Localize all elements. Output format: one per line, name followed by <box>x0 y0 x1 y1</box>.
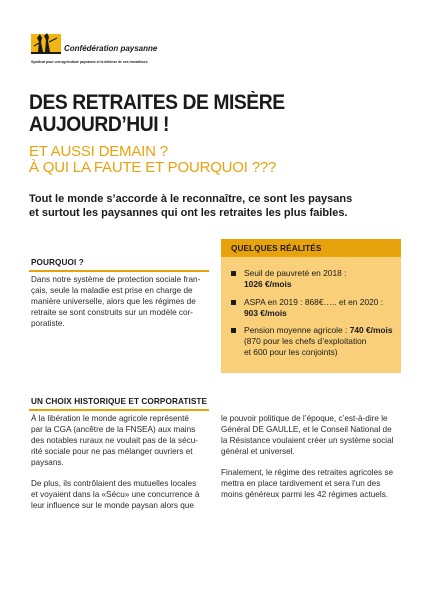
choix-line: paysans. <box>31 458 64 468</box>
page-title <box>29 92 285 136</box>
realites-item-label: ASPA en 2019 : 868€….. et en 2020 : <box>244 297 384 307</box>
pourquoi-line: manière universelle, alors que les régimes de <box>31 297 196 307</box>
choix-divider <box>29 409 209 411</box>
intro-text <box>29 192 401 220</box>
choix-line: De plus, ils contrôlaient des mutuelles locales <box>31 479 197 488</box>
bullet-icon <box>231 328 236 333</box>
pourquoi-line: çais, seule la maladie est prise en charge de <box>31 286 193 296</box>
choix-line: des notables ruraux ne voulait pas de la sécu- <box>31 436 199 446</box>
logo-tagline: Syndicat pour une agriculture paysanne et la défense de ses travailleurs <box>31 60 148 64</box>
choix-line: la Résistance voulaient créer un système social <box>221 436 394 446</box>
realites-header <box>221 239 401 257</box>
choix-line: moins généreux parmi les 42 régimes actuels. <box>221 490 389 500</box>
choix-line: rité sociale pour ne pas mélanger ouvriers et <box>31 447 193 457</box>
pourquoi-heading: POURQUOI ? <box>31 258 84 267</box>
choix-heading: UN CHOIX HISTORIQUE ET CORPORATISTE <box>31 397 208 406</box>
realites-item <box>231 268 396 290</box>
intro-line-2: et surtout les paysannes qui ont les retraites les plus faibles. <box>29 207 348 219</box>
realites-item-label <box>244 325 396 336</box>
choix-line: le pouvoir politique de l’époque, c’est-à-dire le <box>221 414 388 423</box>
pourquoi-divider <box>29 270 209 272</box>
choix-line: général et universel. <box>221 447 295 457</box>
logo-name: Confédération paysanne <box>64 44 158 53</box>
realites-item-label-prefix: Pension moyenne agricole : <box>244 325 350 335</box>
pourquoi-line: Dans notre système de protection sociale fran- <box>31 275 201 284</box>
choix-left-paragraph-1 <box>31 413 215 468</box>
realites-item-value: 740 €/mois <box>349 325 393 335</box>
realites-item-value: 903 €/mois <box>244 308 287 318</box>
bullet-icon <box>231 271 236 276</box>
pourquoi-line: poratiste. <box>31 319 65 329</box>
choix-right-paragraph-2 <box>221 467 403 500</box>
choix-line: leur influence sur le monde paysan alors que <box>31 501 194 511</box>
subtitle <box>29 144 276 175</box>
title-line-1: DES RETRAITES DE MISÈRE <box>29 91 285 114</box>
choix-line: et voyaient dans la «Sécu» une concurrence à <box>31 490 200 500</box>
pourquoi-paragraph <box>31 274 213 329</box>
realites-item <box>231 297 396 319</box>
realites-item <box>231 325 396 358</box>
choix-line: mettra en place tardivement et sera l’un des <box>221 479 381 489</box>
confederation-paysanne-logo-icon <box>31 30 61 56</box>
realites-item-note: (870 pour les chefs d’exploitation <box>244 336 367 346</box>
realites-item-value: 1026 €/mois <box>244 279 292 289</box>
realites-heading: QUELQUES RÉALITÉS <box>231 244 322 253</box>
logo <box>31 30 191 80</box>
choix-left-paragraph-2 <box>31 478 215 511</box>
bullet-icon <box>231 300 236 305</box>
choix-right-paragraph-1 <box>221 413 403 457</box>
subtitle-line-2: À QUI LA FAUTE ET POURQUOI ??? <box>29 158 277 176</box>
choix-line: Général DE GAULLE, et le Conseil National de <box>221 425 392 435</box>
subtitle-line-1: ET AUSSI DEMAIN ? <box>29 143 168 160</box>
realites-item-label: Seuil de pauvreté en 2018 : <box>244 268 347 278</box>
realites-box <box>221 239 401 373</box>
choix-line: par la CGA (ancêtre de la FNSEA) aux mains <box>31 425 196 435</box>
pourquoi-line: retraite se sont construits sur un modèle cor- <box>31 308 193 318</box>
choix-line: Finalement, le régime des retraites agricoles se <box>221 468 394 477</box>
intro-line-1: Tout le monde s’accorde à le reconnaître, ce sont les paysans <box>29 193 353 205</box>
title-line-2: AUJOURD’HUI ! <box>29 113 169 136</box>
choix-line: À la libération le monde agricole représenté <box>31 414 189 423</box>
realites-item-note: et 600 pour les conjoints) <box>244 347 338 357</box>
